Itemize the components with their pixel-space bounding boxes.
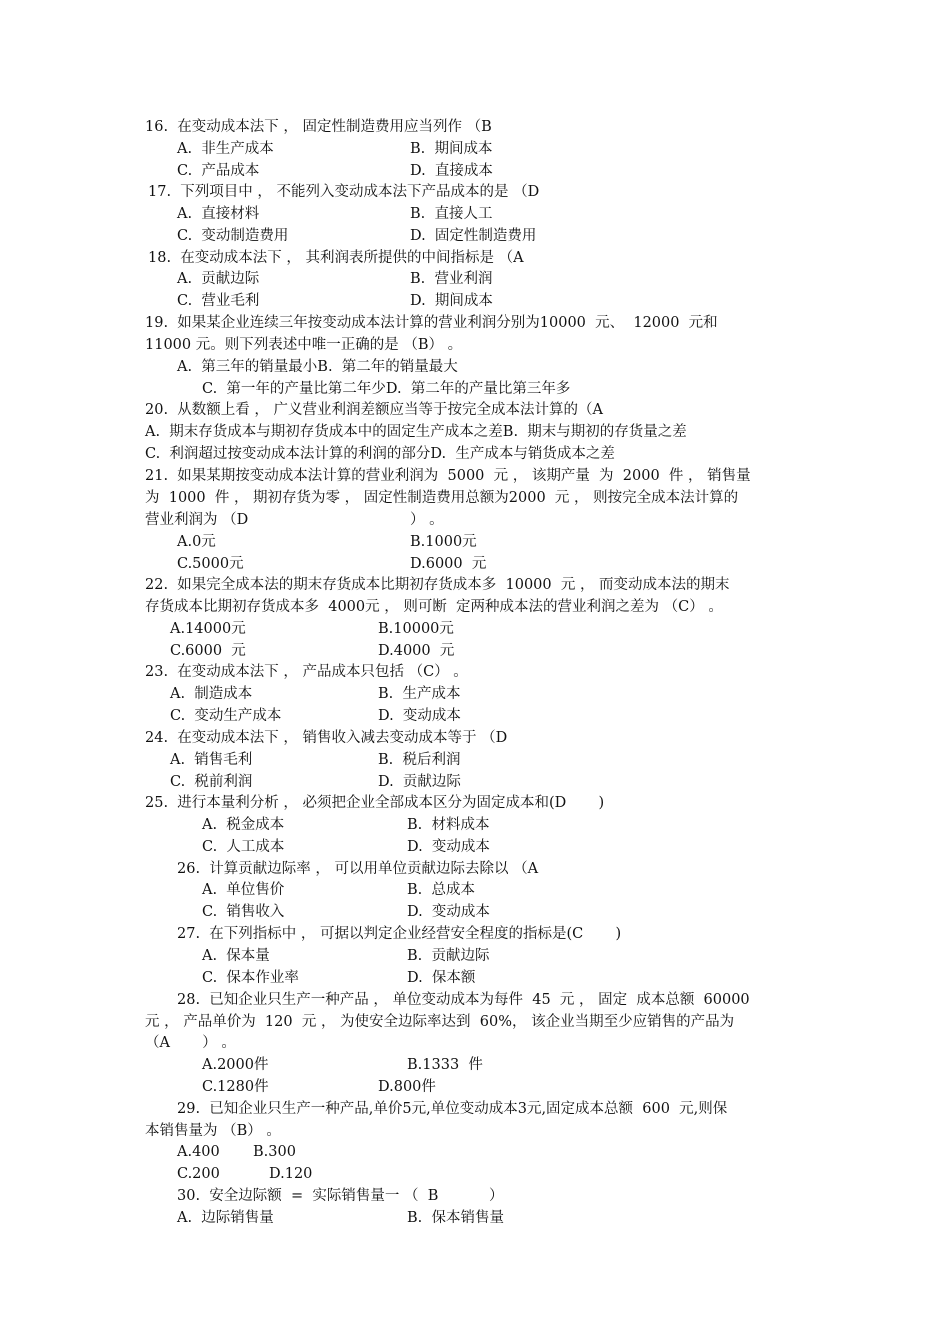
question-21-stem-line3-end: ） 。 bbox=[410, 512, 444, 528]
question-25-stem: 25. 进行本量利分析 ， 必须把企业全部成本区分为固定成本和(D ) bbox=[145, 795, 605, 811]
question-25-option-a: A. 税金成本 bbox=[202, 817, 285, 833]
question-28-stem-line1: 28. 已知企业只生产一种产品 ， 单位变动成本为每件 45 元 ， 固定 成本总额 60000 bbox=[177, 992, 750, 1008]
question-18-option-c: C. 营业毛利 bbox=[177, 293, 260, 309]
question-18-option-d: D. 期间成本 bbox=[410, 293, 493, 309]
question-28-option-a: A.2000件 bbox=[202, 1057, 269, 1073]
question-22-stem-line1: 22. 如果完全成本法的期末存货成本比期初存货成本多 10000 元 ， 而变动成本法的期末 bbox=[145, 577, 730, 593]
question-19-options-cd: C. 第一年的产量比第二年少D. 第二年的产量比第三年多 bbox=[202, 381, 571, 397]
question-24-option-a: A. 销售毛利 bbox=[170, 752, 253, 768]
question-29-option-c: C.200 bbox=[177, 1166, 220, 1182]
question-28-stem-line3: （A ） 。 bbox=[145, 1035, 236, 1051]
question-23-option-c: C. 变动生产成本 bbox=[170, 708, 282, 724]
question-20-stem: 20. 从数额上看 ， 广义营业利润差额应当等于按完全成本法计算的（A bbox=[145, 402, 603, 418]
question-19-stem-line2: 11000 元。则下列表述中唯一正确的是 （B） 。 bbox=[145, 337, 463, 353]
question-22-option-d: D.4000 元 bbox=[378, 643, 455, 659]
question-26-option-a: A. 单位售价 bbox=[202, 882, 285, 898]
question-30-stem: 30. 安全边际额 = 实际销售量一 （ B ） bbox=[177, 1188, 504, 1204]
question-27-option-b: B. 贡献边际 bbox=[407, 948, 490, 964]
question-29-option-a: A.400 bbox=[177, 1144, 220, 1160]
question-17-stem: 17. 下列项目中 ， 不能列入变动成本法下产品成本的是 （D bbox=[148, 184, 540, 200]
question-27-option-d: D. 保本额 bbox=[407, 970, 476, 986]
question-19-options-ab: A. 第三年的销量最小B. 第二年的销量最大 bbox=[177, 359, 458, 375]
question-28-option-d: D.800件 bbox=[378, 1079, 436, 1095]
question-25-option-b: B. 材料成本 bbox=[407, 817, 490, 833]
question-16-option-c: C. 产品成本 bbox=[177, 163, 260, 179]
question-21-stem-line3: 营业利润为 （D bbox=[145, 512, 249, 528]
question-25-option-d: D. 变动成本 bbox=[407, 839, 490, 855]
question-17-option-b: B. 直接人工 bbox=[410, 206, 493, 222]
question-27-stem: 27. 在下列指标中 ， 可据以判定企业经营安全程度的指标是(C ) bbox=[177, 926, 622, 942]
question-29-stem-line1: 29. 已知企业只生产一种产品,单价5元,单位变动成本3元,固定成本总额 600 元,则保 bbox=[177, 1101, 728, 1117]
question-21-option-a: A.0元 bbox=[177, 534, 216, 550]
question-27-option-a: A. 保本量 bbox=[202, 948, 270, 964]
question-26-stem: 26. 计算贡献边际率 ， 可以用单位贡献边际去除以 （A bbox=[177, 861, 539, 877]
question-27-option-c: C. 保本作业率 bbox=[202, 970, 299, 986]
question-24-stem: 24. 在变动成本法下 ， 销售收入减去变动成本等于 （D bbox=[145, 730, 508, 746]
question-22-option-a: A.14000元 bbox=[170, 621, 246, 637]
question-22-stem-line2: 存货成本比期初存货成本多 4000元 ， 则可断 定两种成本法的营业利润之差为 （C） 。 bbox=[145, 599, 723, 615]
question-29-option-b: B.300 bbox=[253, 1144, 296, 1160]
question-20-options-cd: C. 利润超过按变动成本法计算的利润的部分D. 生产成本与销货成本之差 bbox=[145, 446, 615, 462]
question-20-options-ab: A. 期末存货成本与期初存货成本中的固定生产成本之差B. 期末与期初的存货量之差 bbox=[145, 424, 687, 440]
question-23-stem: 23. 在变动成本法下 ， 产品成本只包括 （C） 。 bbox=[145, 664, 468, 680]
question-21-option-b: B.1000元 bbox=[410, 534, 477, 550]
question-16-option-a: A. 非生产成本 bbox=[177, 141, 274, 157]
question-28-option-b: B.1333 件 bbox=[407, 1057, 483, 1073]
question-22-option-b: B.10000元 bbox=[378, 621, 454, 637]
question-29-option-d: D.120 bbox=[269, 1166, 313, 1182]
question-29-stem-line2: 本销售量为 （B） 。 bbox=[145, 1123, 281, 1139]
question-23-option-d: D. 变动成本 bbox=[378, 708, 461, 724]
question-26-option-d: D. 变动成本 bbox=[407, 904, 490, 920]
question-16-option-b: B. 期间成本 bbox=[410, 141, 493, 157]
question-26-option-b: B. 总成本 bbox=[407, 882, 475, 898]
question-17-option-c: C. 变动制造费用 bbox=[177, 228, 289, 244]
question-18-stem: 18. 在变动成本法下 ， 其利润表所提供的中间指标是 （A bbox=[148, 250, 524, 266]
question-18-option-b: B. 营业利润 bbox=[410, 271, 493, 287]
question-21-option-d: D.6000 元 bbox=[410, 556, 487, 572]
question-28-option-c: C.1280件 bbox=[202, 1079, 269, 1095]
question-23-option-a: A. 制造成本 bbox=[170, 686, 253, 702]
question-16-option-d: D. 直接成本 bbox=[410, 163, 493, 179]
question-25-option-c: C. 人工成本 bbox=[202, 839, 285, 855]
question-30-option-a: A. 边际销售量 bbox=[177, 1210, 274, 1226]
question-26-option-c: C. 销售收入 bbox=[202, 904, 285, 920]
question-30-option-b: B. 保本销售量 bbox=[407, 1210, 504, 1226]
question-21-stem-line1: 21. 如果某期按变动成本法计算的营业利润为 5000 元 ， 该期产量 为 2000 件 ， 销售量 bbox=[145, 468, 751, 484]
question-21-stem-line2: 为 1000 件 ， 期初存货为零 ， 固定性制造费用总额为2000 元 ， 则按完全成本法计算的 bbox=[145, 490, 739, 506]
question-18-option-a: A. 贡献边际 bbox=[177, 271, 260, 287]
question-19-stem-line1: 19. 如果某企业连续三年按变动成本法计算的营业利润分别为10000 元、 12000 元和 bbox=[145, 315, 718, 331]
question-22-option-c: C.6000 元 bbox=[170, 643, 246, 659]
question-17-option-d: D. 固定性制造费用 bbox=[410, 228, 537, 244]
question-17-option-a: A. 直接材料 bbox=[177, 206, 260, 222]
question-21-option-c: C.5000元 bbox=[177, 556, 244, 572]
question-23-option-b: B. 生产成本 bbox=[378, 686, 461, 702]
question-16-stem: 16. 在变动成本法下 ， 固定性制造费用应当列作 （B bbox=[145, 119, 492, 135]
question-28-stem-line2: 元 ， 产品单价为 120 元 ， 为使安全边际率达到 60%， 该企业当期至少应销售的产品为 bbox=[145, 1014, 735, 1030]
question-24-option-b: B. 税后利润 bbox=[378, 752, 461, 768]
question-24-option-d: D. 贡献边际 bbox=[378, 774, 461, 790]
question-24-option-c: C. 税前利润 bbox=[170, 774, 253, 790]
